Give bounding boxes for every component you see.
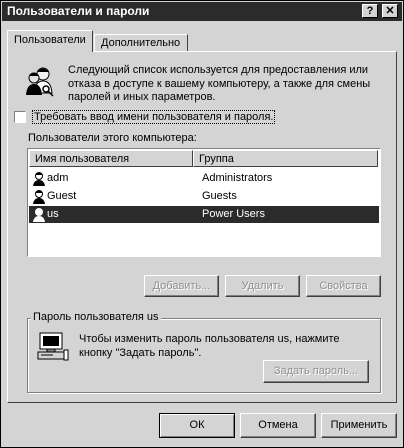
tab-advanced[interactable] xyxy=(94,34,188,52)
user-group: Power Users xyxy=(202,208,265,220)
tab-users[interactable] xyxy=(7,30,93,52)
users-key-icon xyxy=(23,65,55,97)
tab-users-label: Пользователи xyxy=(14,34,86,46)
user-name: us xyxy=(47,208,59,220)
user-icon xyxy=(31,171,47,187)
help-button[interactable]: ? xyxy=(362,4,378,18)
table-row[interactable] xyxy=(29,170,379,187)
title-bar[interactable] xyxy=(2,2,402,21)
users-list[interactable] xyxy=(27,148,381,257)
properties-button[interactable] xyxy=(306,275,381,297)
require-login-checkbox[interactable] xyxy=(14,111,26,123)
active-tab-join xyxy=(8,51,92,53)
table-row-selected[interactable] xyxy=(29,206,379,223)
user-icon xyxy=(31,189,47,205)
require-login-label[interactable]: Требовать ввод имени пользователя и пароля. xyxy=(34,111,274,123)
window-title: Пользователи и пароли xyxy=(7,4,150,18)
remove-user-button[interactable] xyxy=(225,275,300,297)
password-info-text: Чтобы изменить пароль пользователя us, нажмите кнопку "Задать пароль". xyxy=(79,333,340,359)
set-password-button[interactable] xyxy=(263,360,369,383)
ok-button[interactable] xyxy=(159,413,235,438)
close-button[interactable]: ✕ xyxy=(382,4,398,18)
intro-text: Следующий список используется для предоставления или отказа в доступе к вашему компьютеру, а также для смены паролей и иных параметров. xyxy=(68,64,371,103)
user-icon xyxy=(31,207,47,223)
add-user-button[interactable] xyxy=(144,275,219,297)
cancel-button[interactable] xyxy=(240,413,316,438)
table-row[interactable] xyxy=(29,188,379,205)
user-name: adm xyxy=(47,172,69,184)
tab-advanced-label: Дополнительно xyxy=(101,37,181,49)
apply-label: Применить xyxy=(330,419,388,431)
computer-icon xyxy=(37,330,69,362)
set-password-label: Задать пароль... xyxy=(273,365,359,377)
properties-label: Свойства xyxy=(319,280,368,292)
ok-label: ОК xyxy=(189,419,205,431)
add-user-label: Добавить... xyxy=(152,280,211,292)
column-header-username[interactable]: Имя пользователя xyxy=(29,150,193,167)
password-group-legend: Пароль пользователя us xyxy=(33,311,159,323)
column-header-group[interactable]: Группа xyxy=(193,150,378,167)
apply-button[interactable] xyxy=(321,413,397,438)
remove-user-label: Удалить xyxy=(241,280,284,292)
user-name: Guest xyxy=(47,190,77,202)
user-group: Administrators xyxy=(202,172,273,184)
user-group: Guests xyxy=(202,190,237,202)
users-section-label: Пользователи этого компьютера: xyxy=(28,132,197,144)
cancel-label: Отмена xyxy=(258,419,298,431)
